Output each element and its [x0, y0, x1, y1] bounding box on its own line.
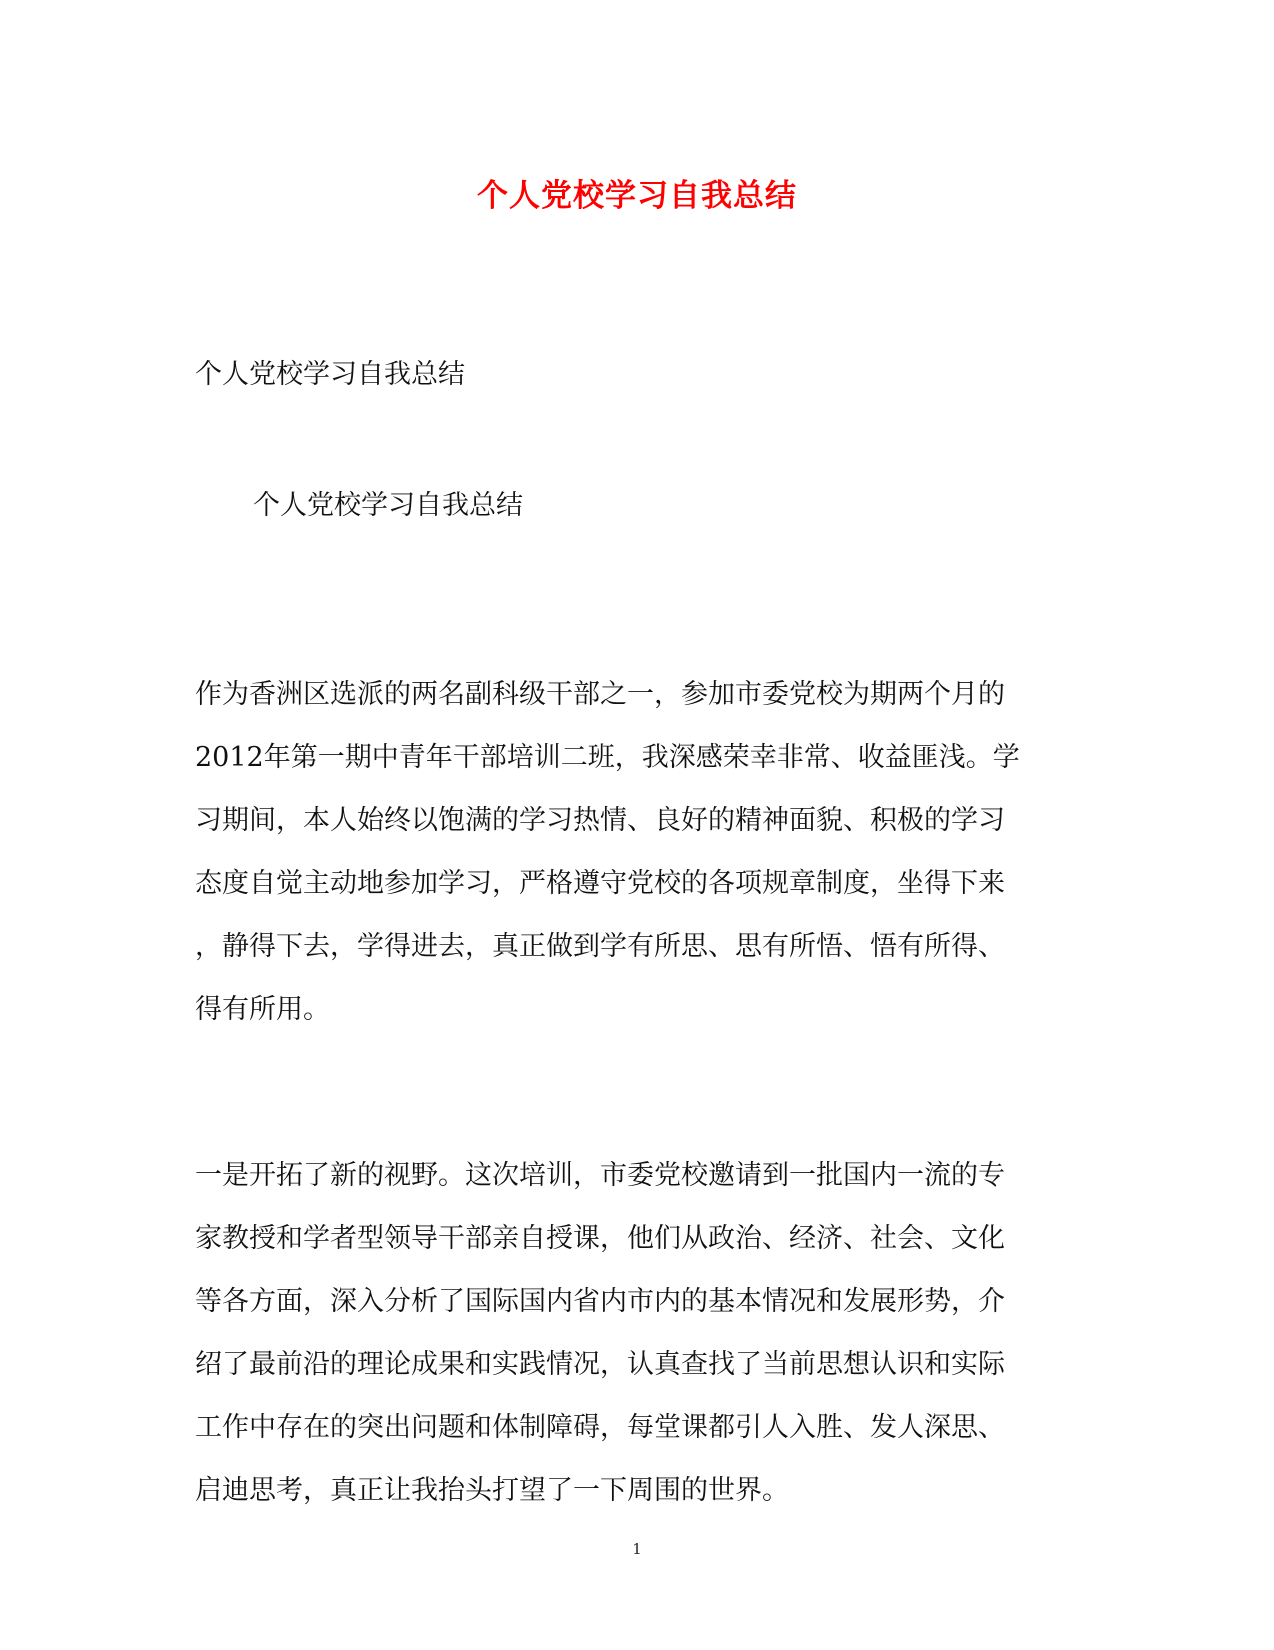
body-paragraph-1 [195, 663, 1075, 1041]
paragraph-line: 态度自觉主动地参加学习，严格遵守党校的各项规章制度，坐得下来 [195, 868, 1005, 899]
paragraph-line: 习期间，本人始终以饱满的学习热情、良好的精神面貌、积极的学习 [195, 805, 1005, 836]
paragraph-line: 2012年第一期中青年干部培训二班，我深感荣幸非常、收益匪浅。学 [195, 742, 1020, 773]
page-number: 1 [632, 1540, 642, 1558]
paragraph-line: 作为香洲区选派的两名副科级干部之一，参加市委党校为期两个月的 [195, 679, 1005, 710]
paragraph-line: 启迪思考，真正让我抬头打望了一下周围的世界。 [195, 1475, 789, 1506]
section-subheading: 个人党校学习自我总结 [253, 490, 523, 521]
paragraph-line: 绍了最前沿的理论成果和实践情况，认真查找了当前思想认识和实际 [195, 1349, 1005, 1380]
document-title: 个人党校学习自我总结 [477, 178, 797, 214]
paragraph-line: 工作中存在的突出问题和体制障碍，每堂课都引人入胜、发人深思、 [195, 1412, 1005, 1443]
section-heading: 个人党校学习自我总结 [195, 359, 465, 390]
paragraph-line: 家教授和学者型领导干部亲自授课，他们从政治、经济、社会、文化 [195, 1223, 1005, 1254]
paragraph-line: ，静得下去，学得进去，真正做到学有所思、思有所悟、悟有所得、 [195, 931, 1005, 962]
paragraph-line: 等各方面，深入分析了国际国内省内市内的基本情况和发展形势，介 [195, 1286, 1005, 1317]
paragraph-line: 一是开拓了新的视野。这次培训，市委党校邀请到一批国内一流的专 [195, 1160, 1005, 1191]
paragraph-line: 得有所用。 [195, 994, 330, 1025]
body-paragraph-2 [195, 1144, 1075, 1522]
